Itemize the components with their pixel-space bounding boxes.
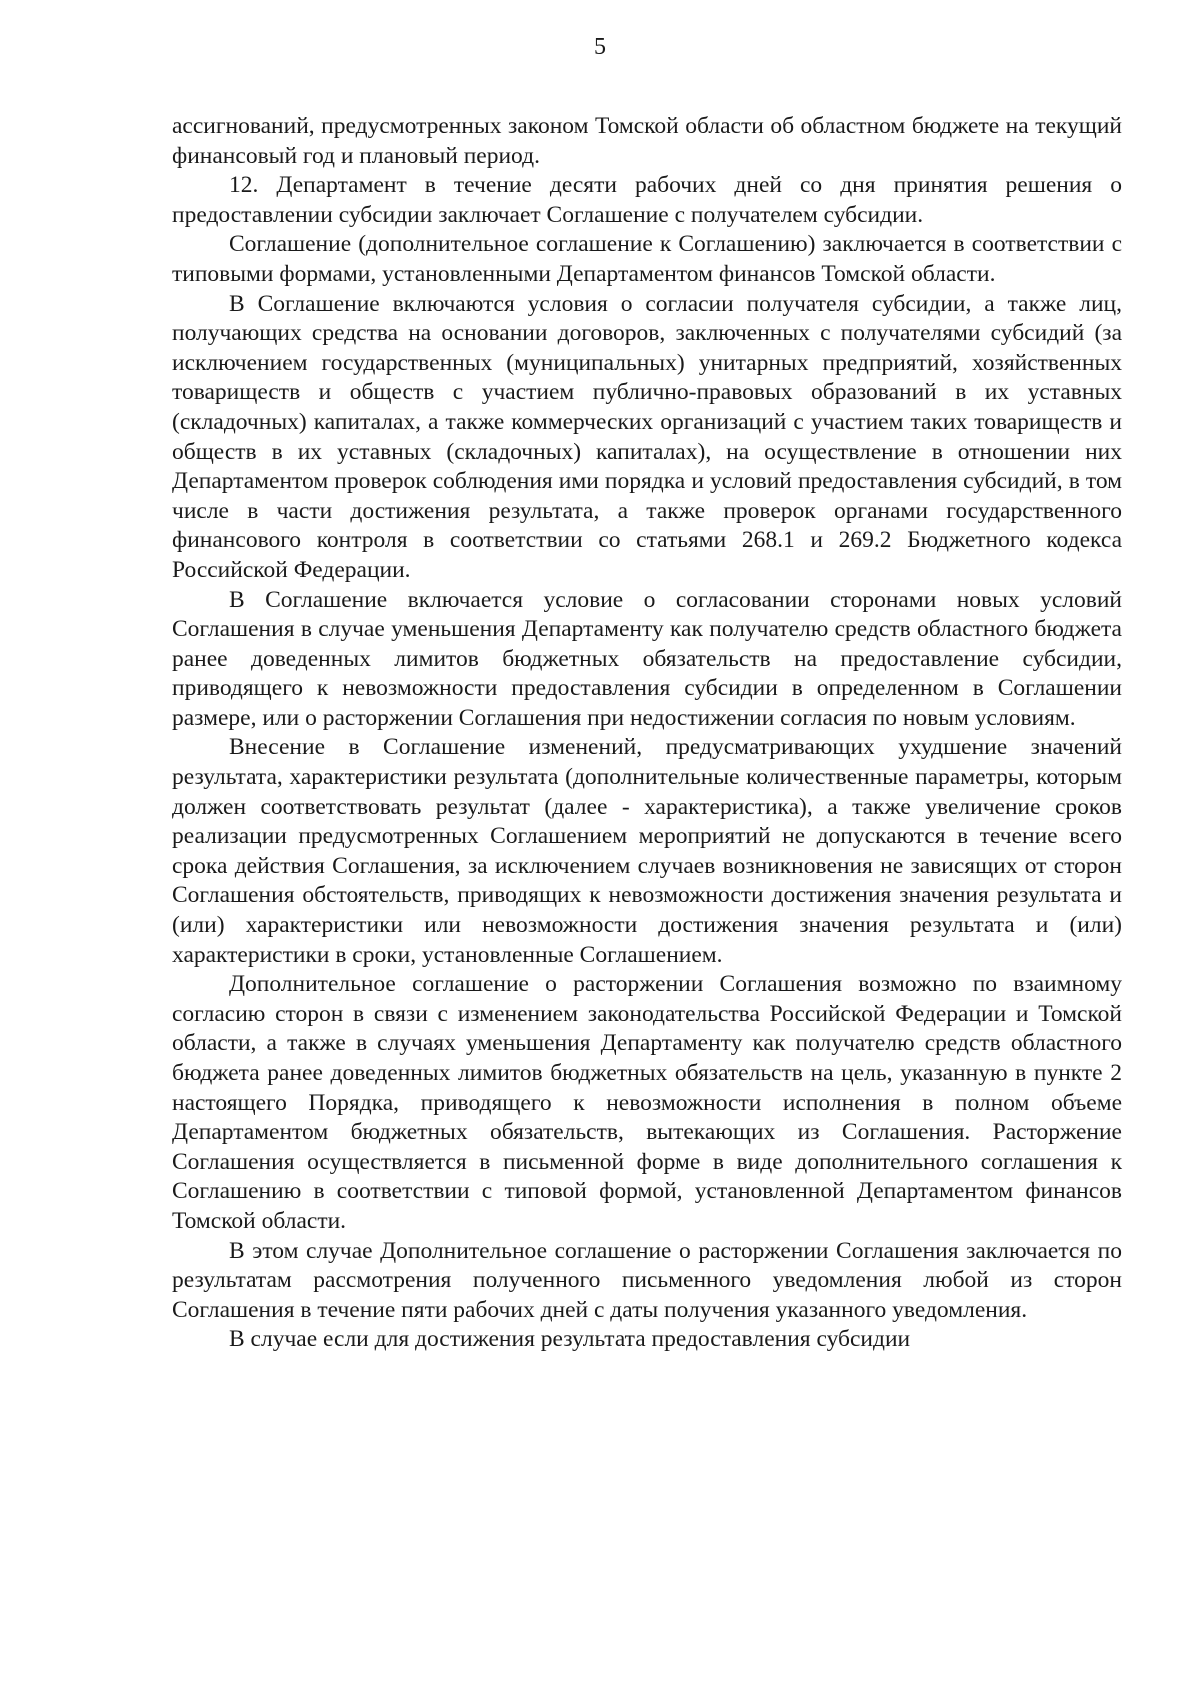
paragraph-consent-conditions: В Соглашение включаются условия о согласии получателя субсидии, а также лиц, получающих средства на основании договоров, заключенных с получателями субсидий (за исключением государственных (муниципальных) унитарных предприятий, хозяйственных товариществ и обществ с участием публично-правовых образований в их уставных (складочных) капиталах, а также коммерческих организаций с участием таких товариществ и обществ в их уставных (складочных) капиталах), на осуществление в отношении них Департаментом проверок соблюдения ими порядка и условий предоставления субсидий, в том числе в части достижения результата, а также проверок органами государственного финансового контроля в соответствии со статьями 268.1 и 269.2 Бюджетного кодекса Российской Федерации. bbox=[172, 290, 1122, 583]
document-body bbox=[172, 112, 1122, 1355]
paragraph-result-start: В случае если для достижения результата предоставления субсидии bbox=[229, 1326, 911, 1353]
paragraph-continuation: ассигнований, предусмотренных законом Томской области об областном бюджете на текущий финансовый год и плановый период. bbox=[172, 113, 1122, 169]
paragraph-clause-12: 12. Департамент в течение десяти рабочих дней со дня принятия решения о предоставлении субсидии заключает Соглашение с получателем субсидии. bbox=[172, 172, 1122, 228]
paragraph-new-conditions: В Соглашение включается условие о согласовании сторонами новых условий Соглашения в случае уменьшения Департаменту как получателю средств областного бюджета ранее доведенных лимитов бюджетных обязательств на предоставление субсидии, приводящего к невозможности предоставления субсидии в определенном в Соглашении размере, или о расторжении Соглашения при недостижении согласия по новым условиям. bbox=[172, 586, 1122, 731]
paragraph-agreement-forms: Соглашение (дополнительное соглашение к Соглашению) заключается в соответствии с типовыми формами, установленными Департаментом финансов Томской области. bbox=[172, 231, 1122, 287]
page-number: 5 bbox=[594, 34, 606, 60]
paragraph-termination: Дополнительное соглашение о расторжении Соглашения возможно по взаимному согласию сторон в связи с изменением законодательства Российской Федерации и Томской области, а также в случаях уменьшения Департаменту как получателю средств областного бюджета ранее доведенных лимитов бюджетных обязательств на цель, указанную в пункте 2 настоящего Порядка, приводящего к невозможности исполнения в полном объеме Департаментом бюджетных обязательств, вытекающих из Соглашения. Расторжение Соглашения осуществляется в письменной форме в виде дополнительного соглашения к Соглашению в соответствии с типовой формой, установленной Департаментом финансов Томской области. bbox=[172, 971, 1122, 1234]
paragraph-termination-procedure: В этом случае Дополнительное соглашение о расторжении Соглашения заключается по результатам рассмотрения полученного письменного уведомления любой из сторон Соглашения в течение пяти рабочих дней с даты получения указанного уведомления. bbox=[172, 1237, 1122, 1323]
paragraph-amendments: Внесение в Соглашение изменений, предусматривающих ухудшение значений результата, характеристики результата (дополнительные количественные параметры, которым должен соответствовать результат (далее - характеристика), а также увеличение сроков реализации предусмотренных Соглашением мероприятий не допускаются в течение всего срока действия Соглашения, за исключением случаев возникновения не зависящих от сторон Соглашения обстоятельств, приводящих к невозможности достижения значения результата и (или) характеристики или невозможности достижения значения результата и (или) характеристики в сроки, установленные Соглашением. bbox=[172, 734, 1122, 968]
